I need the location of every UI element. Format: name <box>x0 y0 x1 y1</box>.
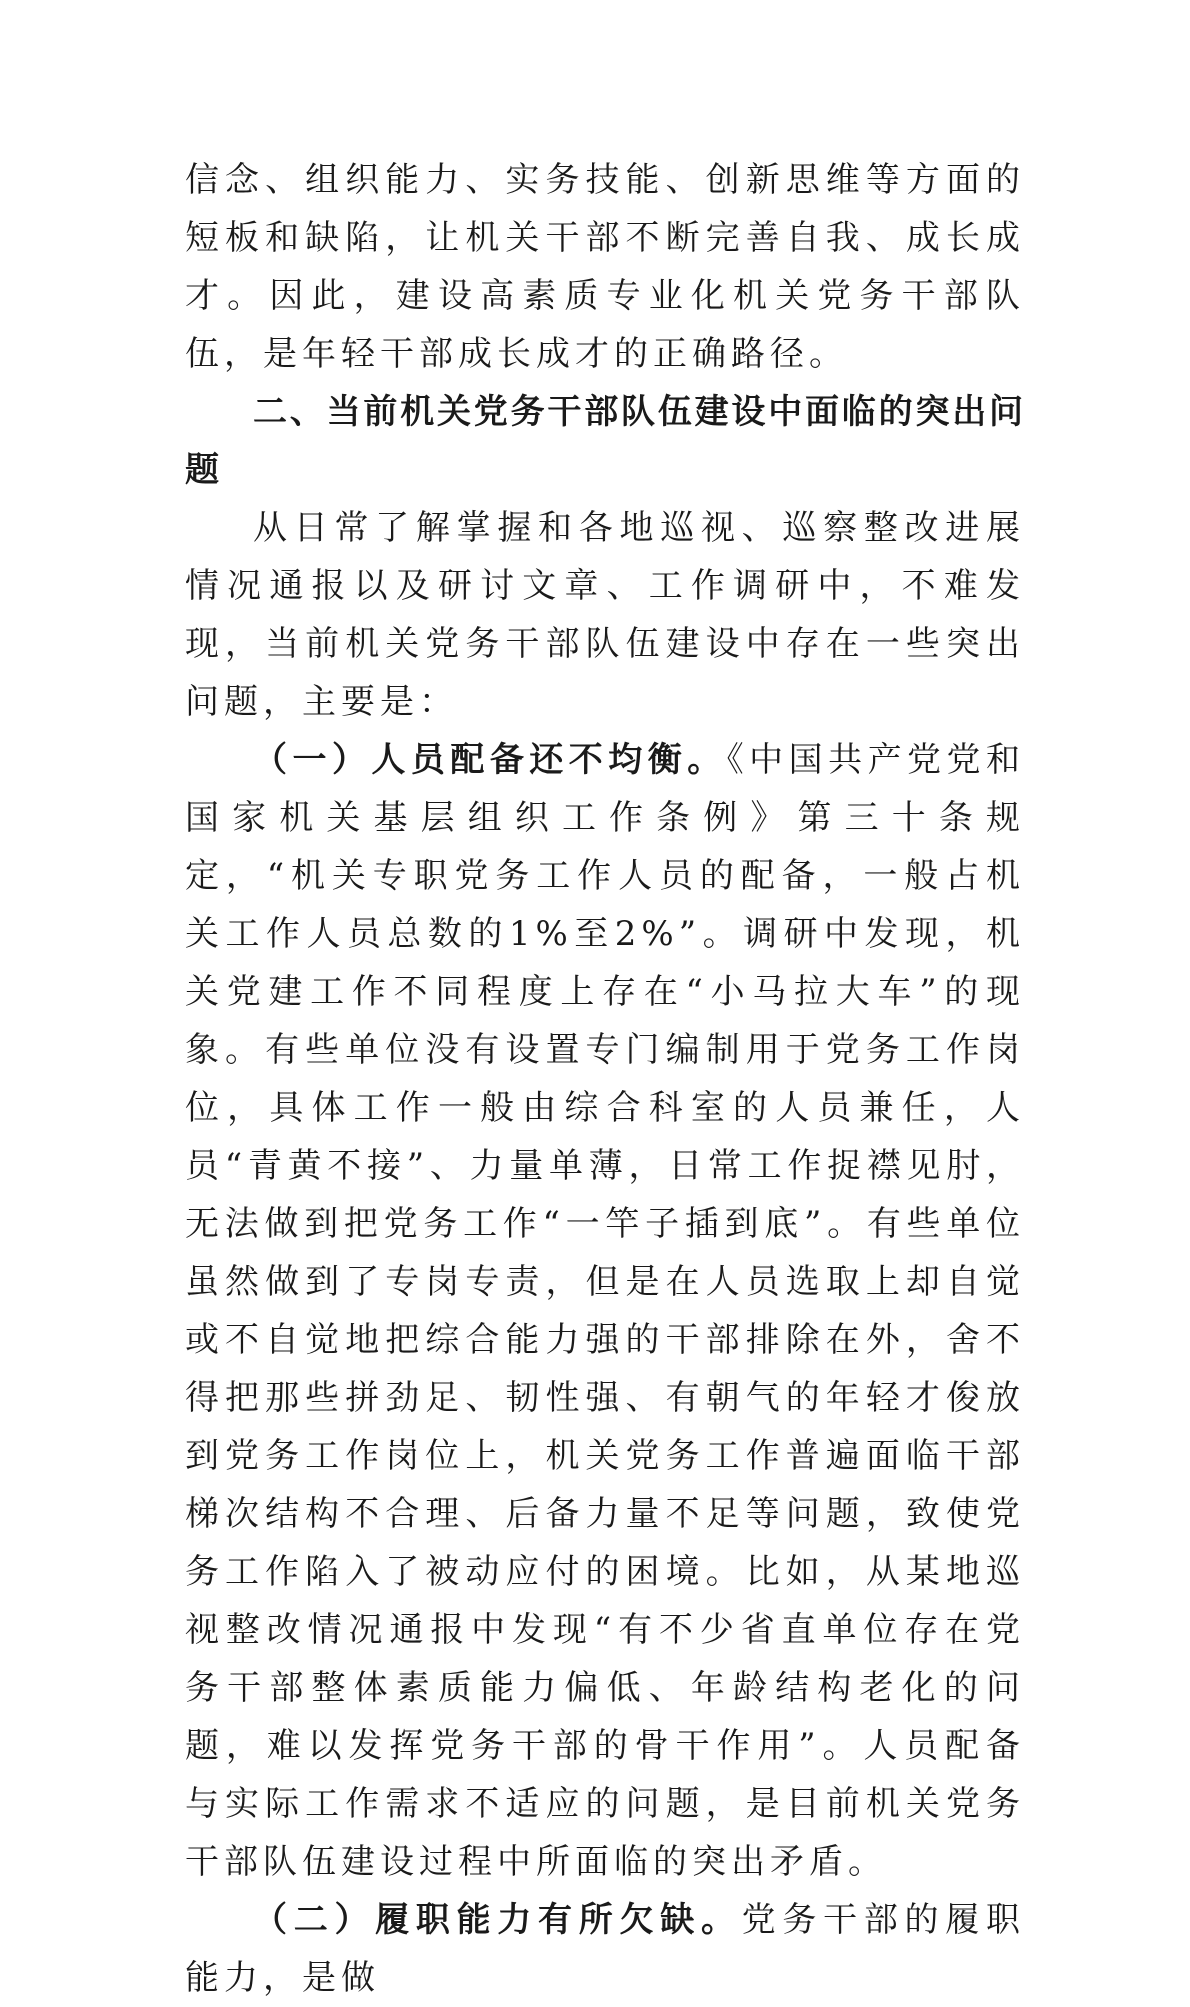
body-paragraph: 从日常了解掌握和各地巡视、巡察整改进展情况通报以及研讨文章、工作调研中，不难发现，当前机关党务干部队伍建设中存在一些突出问题，主要是： <box>185 508 1025 722</box>
subsection-text-1: 《中国共产党党和国家机关基层组织工作条例》第三十条规定，“机关专职党务工作人员的配备，一般占机关工作人员总数的1%至2%”。调研中发现，机关党建工作不同程度上存在“小马拉大车”的现象。有些单位没有设置专门编制用于党务工作岗位，具体工作一般由综合科室的人员兼任，人员“青黄不接”、力量单薄，日常工作捉襟见肘，无法做到把党务工作“一竿子插到底”。有些单位虽然做到了专岗专责，但是在人员选取上却自觉或不自觉地把综合能力强的干部排除在外，舍不得把那些拼劲足、韧性强、有朝气的年轻才俊放到党务工作岗位上，机关党务工作普遍面临干部梯次结构不合理、后备力量不足等问题，致使党务工作陷入了被动应付的困境。比如，从某地巡视整改情况通报中发现“有不少省直单位存在党务干部整体素质能力偏低、年龄结构老化的问题，难以发挥党务干部的骨干作用”。人员配备与实际工作需求不适应的问题，是目前机关党务干部队伍建设过程中所面临的突出矛盾。 <box>185 740 1026 1882</box>
subsection-text-2: 党务干部的履职能力，是做 <box>185 1900 1026 1998</box>
subsection-paragraph-2 <box>185 1891 1025 2007</box>
subsection-paragraph-1 <box>185 731 1025 1891</box>
subsection-heading-2: （二）履职能力有所欠缺。 <box>253 1900 742 1940</box>
document-body <box>185 151 1025 2007</box>
section-heading: 二、当前机关党务干部队伍建设中面临的突出问题 <box>185 392 1025 490</box>
subsection-heading-1: （一）人员配备还不均衡。 <box>253 740 727 780</box>
continuation-paragraph: 信念、组织能力、实务技能、创新思维等方面的短板和缺陷，让机关干部不断完善自我、成长成才。因此，建设高素质专业化机关党务干部队伍，是年轻干部成长成才的正确路径。 <box>185 160 1025 374</box>
